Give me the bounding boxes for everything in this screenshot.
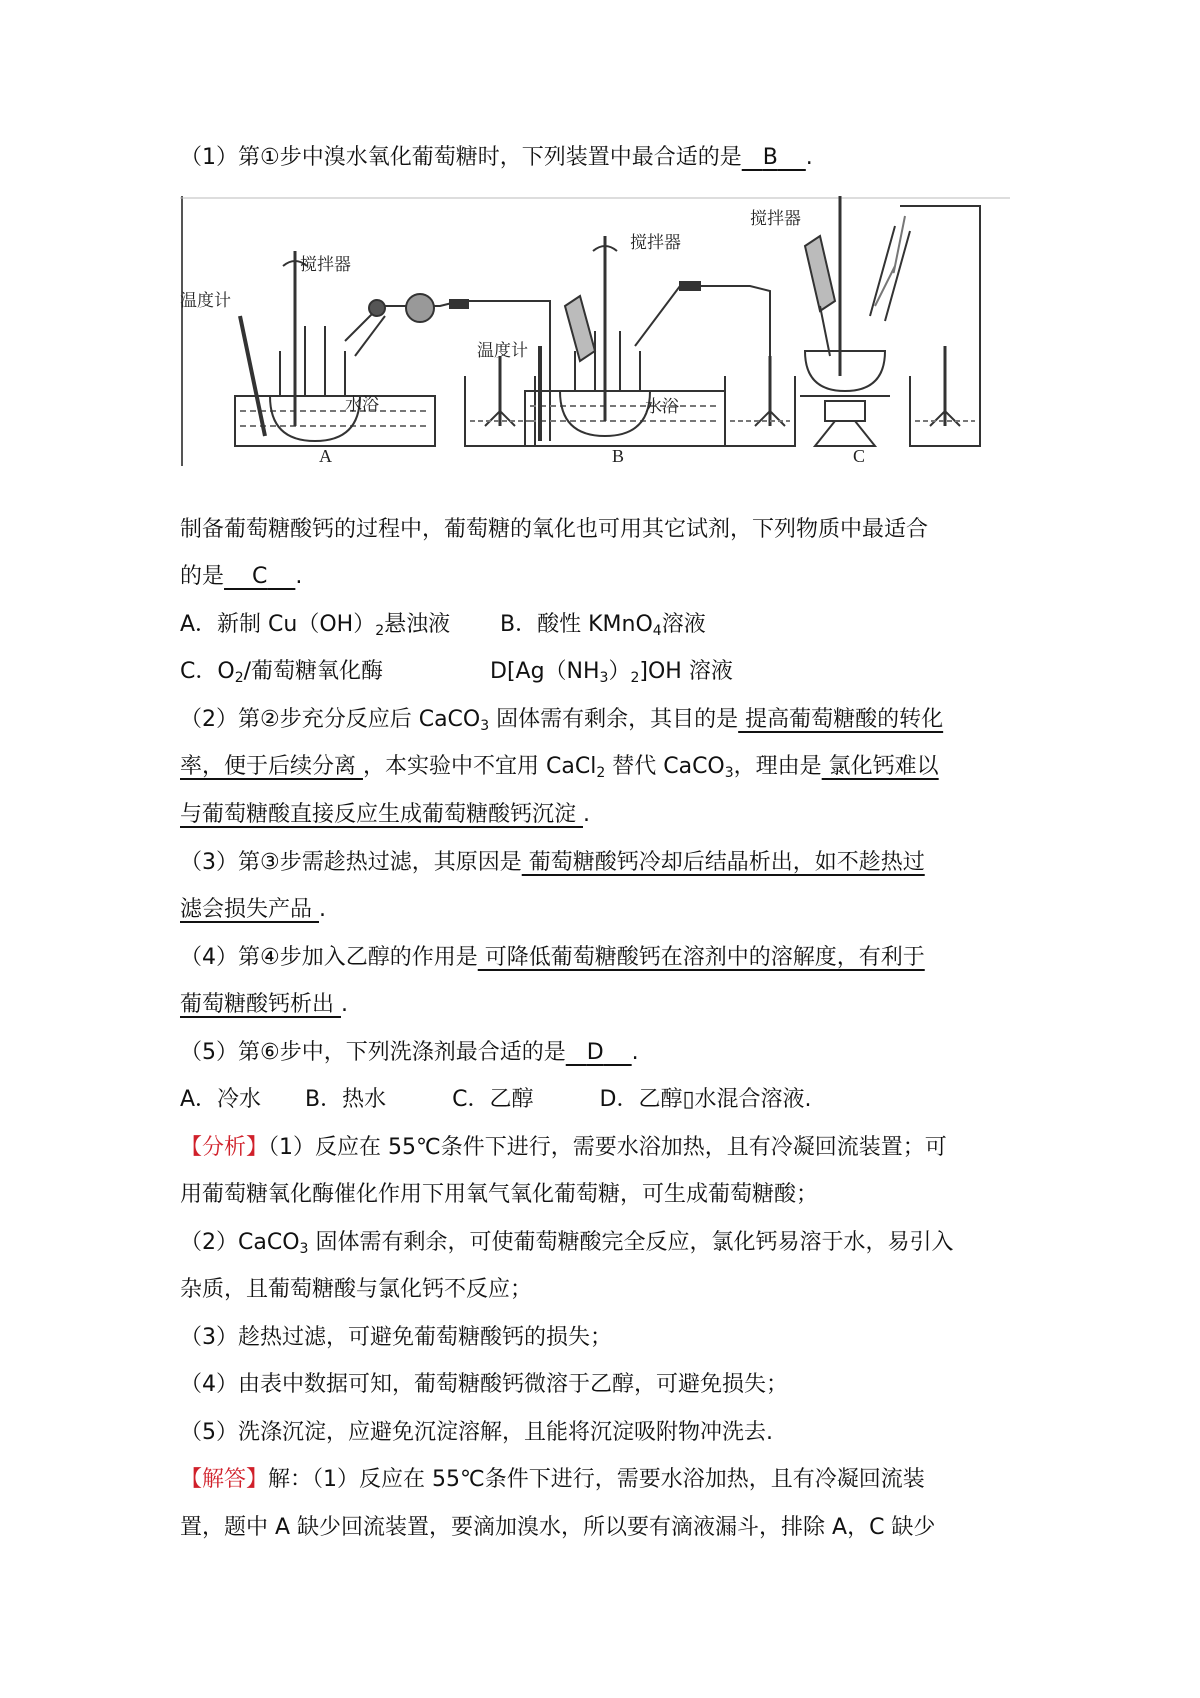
- analysis-line5: （3）趁热过滤，可避免葡萄糖酸钙的损失；: [180, 1325, 612, 1350]
- q1b-line1: [180, 515, 928, 545]
- q3-line1: （3）第③步需趁热过滤，其原因是 葡萄糖酸钙冷却后结晶析出，如不趁热过: [180, 850, 925, 875]
- apparatus-c: [800, 196, 980, 446]
- q4-answer-part1: 可降低葡萄糖酸钙在溶剂中的溶解度，有利于: [477, 945, 925, 970]
- q1b-answer: C: [252, 564, 268, 589]
- q1b-answer-blank: [224, 564, 295, 589]
- q4-line1: （4）第④步加入乙醇的作用是 可降低葡萄糖酸钙在溶剂中的溶解度，有利于: [180, 945, 925, 970]
- label-stirrer-a: 搅拌器: [300, 255, 351, 275]
- option-b: B．酸性 KMnO$_4$溶液: [500, 612, 706, 639]
- option-d: $D[Ag(NH_3)_2]OH$ 溶液: [490, 659, 733, 686]
- q1-answer: B: [762, 145, 778, 170]
- q2-reason-part1: 氯化钙难以: [821, 754, 939, 779]
- q2-line3: 与葡萄糖酸直接反应生成葡萄糖酸钙沉淀 .: [180, 802, 590, 827]
- q1b-line2: [180, 562, 302, 592]
- q1-answer-blank: [742, 145, 806, 170]
- analysis-line1: 【分析】（1）反应在 55℃条件下进行，需要水浴加热，且有冷凝回流装置；可: [180, 1135, 947, 1160]
- q3-answer-part2: 滤会损失产品: [180, 897, 319, 922]
- q5-answer: D: [586, 1040, 604, 1065]
- solution-line1: 【解答】解：（1）反应在 55℃条件下进行，需要水浴加热，且有冷凝回流装: [180, 1467, 925, 1492]
- q1b-options-cd: [180, 657, 733, 687]
- analysis-line2: 用葡萄糖氧化酶催化作用下用氧气氧化葡萄糖，可生成葡萄糖酸；: [180, 1182, 819, 1207]
- q2-line1: （2）第②步充分反应后 CaCO$_3$ 固体需有剩余，其目的是 提高葡萄糖酸的转化: [180, 707, 944, 734]
- label-thermometer-b: 温度计: [477, 341, 528, 361]
- q1-suffix: .: [805, 145, 813, 170]
- q5-line1: （5）第⑥步中，下列洗涤剂最合适的是 D .: [180, 1040, 639, 1065]
- option-c: C．$O_2/$葡萄糖氧化酶: [180, 659, 384, 686]
- label-thermometer-a: 温度计: [180, 291, 231, 311]
- q3-line2: 滤会损失产品 .: [180, 897, 326, 922]
- option-a: A．新制 $Cu(OH)_2$悬浊液: [180, 612, 451, 639]
- q5-options: [180, 1085, 812, 1115]
- solution-line2: 置，题中 A 缺少回流装置，要滴加溴水，所以要有滴液漏斗，排除 A，C 缺少: [180, 1515, 936, 1540]
- label-stirrer-c: 搅拌器: [750, 209, 801, 229]
- analysis-line3: （2）CaCO$_3$ 固体需有剩余，可使葡萄糖酸完全反应，氯化钙易溶于水，易引入: [180, 1230, 954, 1257]
- caption-a: A: [319, 446, 332, 466]
- apparatus-figure: [180, 196, 1010, 502]
- label-bath-a: 水浴: [345, 395, 379, 415]
- q2-answer-part2: 率，便于后续分离: [180, 754, 363, 779]
- q1-text: （1）第①步中溴水氧化葡萄糖时，下列装置中最合适的是: [180, 145, 742, 170]
- q2-line2: 率，便于后续分离 ，本实验中不宜用 CaCl$_2$ 替代 CaCO$_3$，理由是 氯化钙难以: [180, 754, 939, 781]
- analysis-line7: （5）洗涤沉淀，应避免沉淀溶解，且能将沉淀吸附物冲洗去.: [180, 1420, 773, 1445]
- solution-tag: 【解答】: [180, 1467, 269, 1492]
- q5-answer-blank: [566, 1040, 632, 1065]
- q1b-prefix: 的是: [180, 564, 225, 589]
- q1b-suffix: .: [295, 564, 303, 589]
- analysis-line4: 杂质，且葡萄糖酸与氯化钙不反应；: [180, 1277, 533, 1302]
- q4-line2: 葡萄糖酸钙析出 .: [180, 992, 348, 1017]
- q2-reason-part2: 与葡萄糖酸直接反应生成葡萄糖酸钙沉淀: [180, 802, 583, 827]
- label-bath-b: 水浴: [645, 397, 679, 417]
- caption-c: C: [853, 446, 866, 466]
- q2-answer-part1: 提高葡萄糖酸的转化: [738, 707, 944, 732]
- q1-line: [180, 143, 813, 173]
- q1b-options-ab: [180, 610, 706, 640]
- q1b-text: 制备葡萄糖酸钙的过程中，葡萄糖的氧化也可用其它试剂，下列物质中最适合: [180, 517, 929, 542]
- label-stirrer-b: 搅拌器: [630, 233, 681, 253]
- caption-b: B: [612, 446, 625, 466]
- q3-answer-part1: 葡萄糖酸钙冷却后结晶析出，如不趁热过: [521, 850, 925, 875]
- analysis-line6: （4）由表中数据可知，葡萄糖酸钙微溶于乙醇，可避免损失；: [180, 1372, 788, 1397]
- q4-answer-part2: 葡萄糖酸钙析出: [180, 992, 341, 1017]
- q5-options-text: A．冷水 B．热水 C．乙醇 D．乙醇▯水混合溶液.: [180, 1087, 812, 1112]
- analysis-tag: 【分析】: [180, 1135, 269, 1160]
